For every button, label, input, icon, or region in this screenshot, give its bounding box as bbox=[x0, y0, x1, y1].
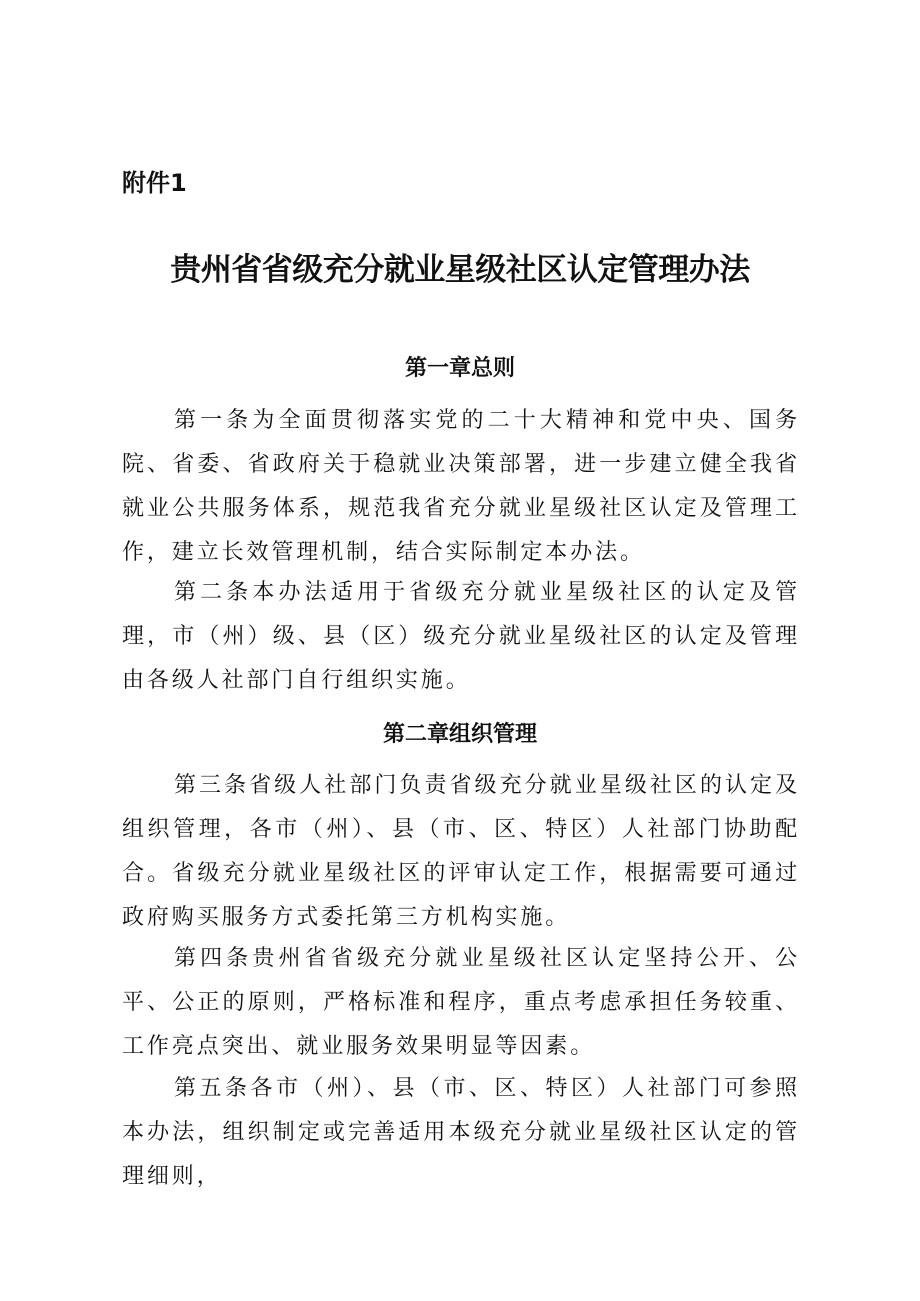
article-paragraph: 第一条为全面贯彻落实党的二十大精神和党中央、国务院、省委、省政府关于稳就业决策部署，进一步建立健全我省就业公共服务体系，规范我省充分就业星级社区认定及管理工作，建立长效管理机制，结合实际制定本办法。 bbox=[122, 408, 800, 565]
document-title: 贵州省省级充分就业星级社区认定管理办法 bbox=[170, 252, 750, 288]
article-paragraph: 第四条贵州省省级充分就业星级社区认定坚持公开、公平、公正的原则，严格标准和程序，重点考虑承担任务较重、工作亮点突出、就业服务效果明显等因素。 bbox=[122, 946, 800, 1059]
article-paragraph: 第二条本办法适用于省级充分就业星级社区的认定及管理，市（州）级、县（区）级充分就业星级社区的认定及管理由各级人社部门自行组织实施。 bbox=[122, 580, 800, 693]
chapter-heading: 第二章组织管理 bbox=[382, 722, 537, 747]
article-paragraph: 第三条省级人社部门负责省级充分就业星级社区的认定及组织管理，各市（州）、县（市、区、特区）人社部门协助配合。省级充分就业星级社区的评审认定工作，根据需要可通过政府购买服务方式委托第三方机构实施。 bbox=[122, 773, 800, 930]
attachment-label: 附件1 bbox=[122, 169, 187, 197]
article-paragraph: 第五条各市（州）、县（市、区、特区）人社部门可参照本办法，组织制定或完善适用本级充分就业星级社区认定的管理细则， bbox=[122, 1076, 800, 1189]
chapter-heading: 第一章总则 bbox=[404, 356, 515, 381]
